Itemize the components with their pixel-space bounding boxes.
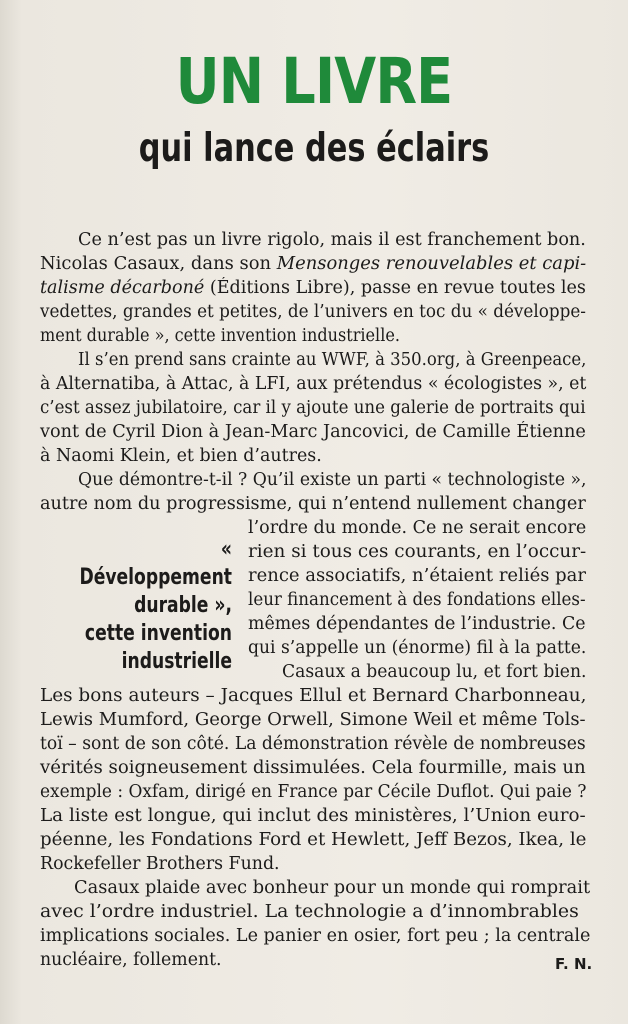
body-line: qui s’appelle un (énorme) fil à la patte. <box>248 638 587 658</box>
body-line: rien si tous ces courants, en l’occur- <box>248 542 587 562</box>
body-line: Ce n’est pas un livre rigolo, mais il est franchement bon. <box>78 230 586 250</box>
body-line: avec l’ordre industriel. La technologie a d’innombrables <box>40 902 579 922</box>
body-line: exemple : Oxfam, dirigé en France par Cécile Duflot. Qui paie ? <box>40 782 587 802</box>
body-line: autre nom du progressisme, qui n’entend nullement changer <box>40 494 586 514</box>
pull-quote-line: industrielle <box>121 649 232 674</box>
body-line: talisme décarboné (Éditions Libre), passe en revue toutes les <box>40 278 586 298</box>
body-line: rence associatifs, n’étaient reliés par <box>248 566 586 586</box>
body-line: péenne, les Fondations Ford et Hewlett, Jeff Bezos, Ikea, le <box>40 830 587 850</box>
body-line: Casaux plaide avec bonheur pour un monde qui romprait <box>74 878 591 898</box>
body-line: vérités soigneusement dissimulées. Cela fourmille, mais un <box>40 758 586 778</box>
subheadline: qui lance des éclairs <box>138 126 490 171</box>
body-line: c’est assez jubilatoire, car il y ajoute une galerie de portraits qui <box>40 398 586 418</box>
body-line: leur financement à des fondations elles- <box>248 590 586 610</box>
pull-quote-line: cette invention <box>84 621 232 646</box>
body-line: ment durable », cette invention industrielle. <box>40 326 400 346</box>
body-line: à Naomi Klein, et bien d’autres. <box>40 446 322 466</box>
body-line: à Alternatiba, à Attac, à LFI, aux prétendus « écologistes », et <box>40 374 587 394</box>
body-line: Nicolas Casaux, dans son Mensonges renouvelables et capi- <box>40 254 587 274</box>
body-line: mêmes dépendantes de l’industrie. Ce <box>248 614 586 634</box>
author-signature: F. N. <box>555 955 593 973</box>
body-line: Les bons auteurs – Jacques Ellul et Bernard Charbonneau, <box>40 686 587 706</box>
pull-quote-line: durable », <box>134 593 232 618</box>
body-line: Que démontre-t-il ? Qu’il existe un parti « technologiste », <box>78 470 587 490</box>
body-line: l’ordre du monde. Ce ne serait encore <box>248 518 587 538</box>
headline: UN LIVRE <box>175 45 453 118</box>
body-line: Lewis Mumford, George Orwell, Simone Weil et même Tols- <box>40 710 586 730</box>
body-line: La liste est longue, qui inclut des ministères, l’Union euro- <box>40 806 586 826</box>
body-line: nucléaire, follement. <box>40 950 222 970</box>
pull-quote-line: « Développement <box>79 537 232 590</box>
body-line: toï – sont de son côté. La démonstration révèle de nombreuses <box>40 734 586 754</box>
body-line: Casaux a beaucoup lu, et fort bien. <box>282 662 587 682</box>
body-line: vedettes, grandes et petites, de l’univers en toc du « développe- <box>40 302 586 322</box>
body-line: Il s’en prend sans crainte au WWF, à 350.org, à Greenpeace, <box>78 350 587 370</box>
body-line: vont de Cyril Dion à Jean-Marc Jancovici, de Camille Étienne <box>40 422 586 442</box>
pull-quote <box>20 536 232 676</box>
body-line: Rockefeller Brothers Fund. <box>40 854 280 874</box>
body-line: implications sociales. Le panier en osier, fort peu ; la centrale <box>40 926 591 946</box>
